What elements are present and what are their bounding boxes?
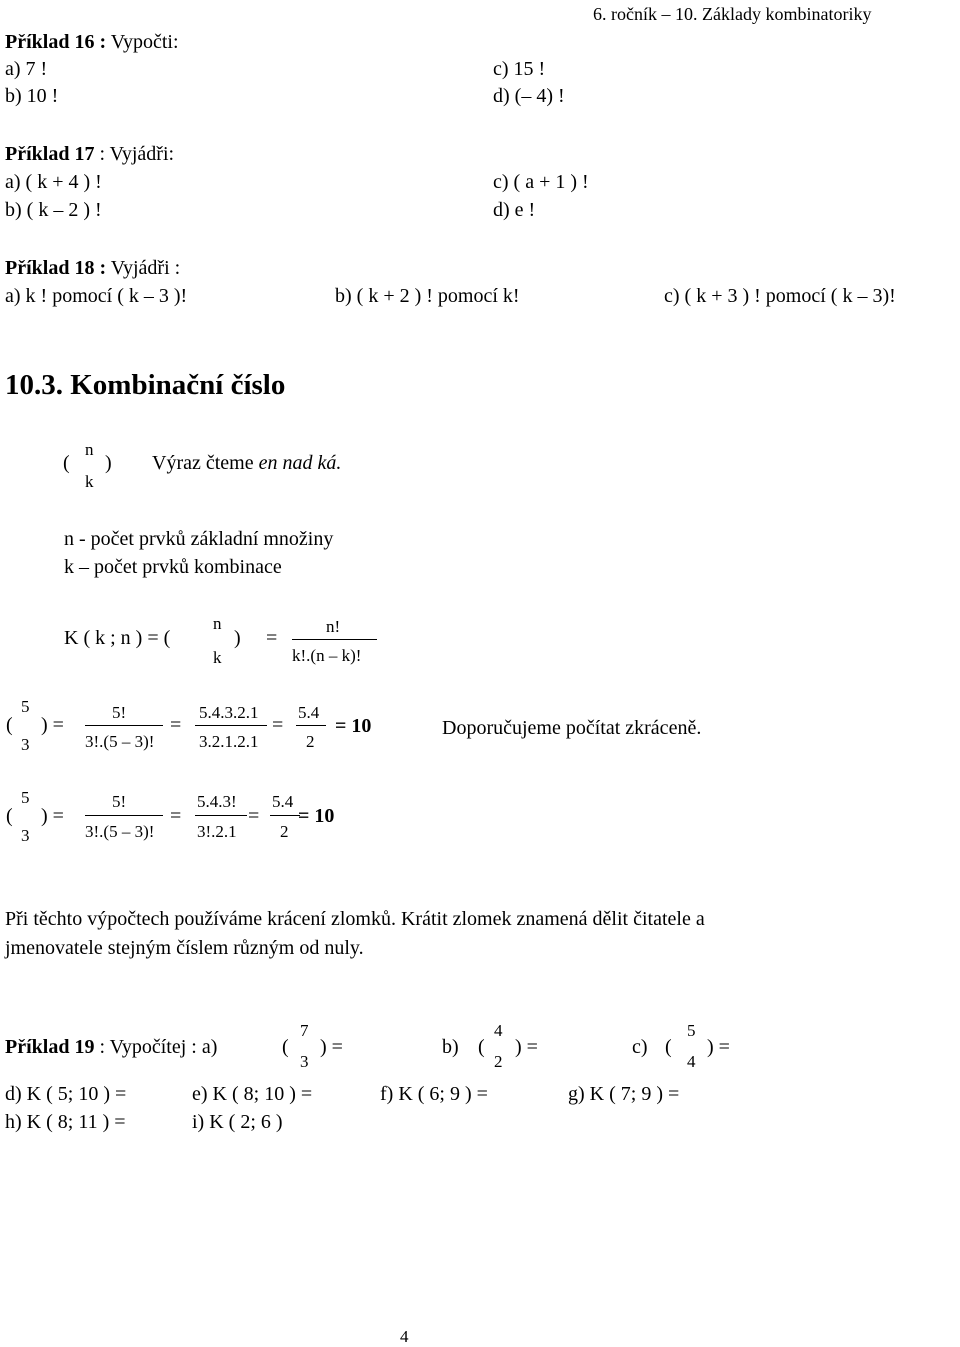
ex16-item-d: d) (– 4) ! bbox=[493, 85, 565, 107]
binom-n: n bbox=[85, 440, 94, 459]
ex1-equals-1: = bbox=[170, 714, 182, 736]
ex1-frac3-denominator: 2 bbox=[306, 732, 315, 751]
page-number: 4 bbox=[400, 1327, 409, 1346]
ex1-frac2-denominator: 3.2.1.2.1 bbox=[199, 732, 259, 751]
ex19-a-bottom: 3 bbox=[300, 1052, 309, 1071]
ex16-item-a: a) 7 ! bbox=[5, 58, 48, 80]
ex19-c-label: c) bbox=[632, 1036, 648, 1058]
ex1-equals-2: = bbox=[272, 714, 284, 736]
page-header: 6. ročník – 10. Základy kombinatoriky bbox=[593, 4, 872, 24]
ex19-item-d: d) K ( 5; 10 ) = bbox=[5, 1083, 127, 1105]
ex1-frac2-numerator: 5.4.3.2.1 bbox=[199, 703, 259, 722]
ex2-top: 5 bbox=[21, 788, 30, 807]
example-16-title: Příklad 16 : Vypočti: bbox=[5, 31, 179, 53]
ex1-note: Doporučujeme počítat zkráceně. bbox=[442, 717, 702, 739]
ex1-top: 5 bbox=[21, 697, 30, 716]
ex19-b-open-paren: ( bbox=[478, 1036, 485, 1058]
example-19-title: Příklad 19 : Vypočítej : a) bbox=[5, 1036, 218, 1058]
ex2-frac1-denominator: 3!.(5 – 3)! bbox=[85, 822, 155, 841]
ex17-item-b: b) ( k – 2 ) ! bbox=[5, 199, 102, 221]
definition-n: n - počet prvků základní množiny bbox=[64, 528, 334, 550]
paragraph-line-2: jmenovatele stejným číslem různým od nuly. bbox=[5, 937, 364, 959]
ex19-item-e: e) K ( 8; 10 ) = bbox=[192, 1083, 313, 1105]
ex19-b-close: ) = bbox=[515, 1036, 538, 1058]
ex1-bottom: 3 bbox=[21, 735, 30, 754]
ex17-item-a: a) ( k + 4 ) ! bbox=[5, 171, 102, 193]
ex1-open-paren: ( bbox=[6, 714, 13, 736]
example-18-title: Příklad 18 : Vyjádři : bbox=[5, 257, 181, 279]
ex19-c-top: 5 bbox=[687, 1021, 696, 1040]
ex1-frac2-bar bbox=[195, 725, 267, 726]
ex1-result: = 10 bbox=[335, 715, 372, 737]
ex19-a-close: ) = bbox=[320, 1036, 343, 1058]
ex16-item-c: c) 15 ! bbox=[493, 58, 546, 80]
ex2-open-paren: ( bbox=[6, 805, 13, 827]
ex19-c-bottom: 4 bbox=[687, 1052, 696, 1071]
binom-close-paren: ) bbox=[105, 452, 112, 474]
formula-n: n bbox=[213, 614, 222, 633]
example-17-title: Příklad 17 : Vyjádři: bbox=[5, 143, 175, 165]
ex1-frac3-bar bbox=[296, 725, 326, 726]
formula-k: k bbox=[213, 648, 222, 667]
formula-close-paren: ) bbox=[234, 627, 241, 649]
ex2-frac1-numerator: 5! bbox=[112, 792, 127, 811]
ex2-bottom: 3 bbox=[21, 826, 30, 845]
ex2-frac2-denominator: 3!.2.1 bbox=[197, 822, 237, 841]
formula-fraction-bar bbox=[292, 639, 377, 640]
ex19-a-top: 7 bbox=[300, 1021, 309, 1040]
ex19-item-g: g) K ( 7; 9 ) = bbox=[568, 1083, 680, 1105]
ex19-b-top: 4 bbox=[494, 1021, 503, 1040]
ex2-frac1-bar bbox=[85, 815, 163, 816]
ex2-frac3-numerator: 5.4 bbox=[272, 792, 294, 811]
ex2-frac3-bar bbox=[270, 815, 300, 816]
ex1-frac1-bar bbox=[85, 725, 163, 726]
formula-denominator: k!.(n – k)! bbox=[292, 646, 362, 665]
ex2-close-paren: ) = bbox=[41, 805, 64, 827]
ex19-item-i: i) K ( 2; 6 ) bbox=[192, 1111, 283, 1133]
ex19-c-open-paren: ( bbox=[665, 1036, 672, 1058]
ex17-item-c: c) ( a + 1 ) ! bbox=[493, 171, 589, 193]
ex19-b-label: b) bbox=[442, 1036, 459, 1058]
binom-reading: Výraz čteme en nad ká. bbox=[152, 452, 342, 474]
ex2-frac2-numerator: 5.4.3! bbox=[197, 792, 237, 811]
ex1-frac1-numerator: 5! bbox=[112, 703, 127, 722]
ex18-item-b: b) ( k + 2 ) ! pomocí k! bbox=[335, 285, 520, 307]
ex19-c-close: ) = bbox=[707, 1036, 730, 1058]
ex1-frac1-denominator: 3!.(5 – 3)! bbox=[85, 732, 155, 751]
ex2-equals-1: = bbox=[170, 805, 182, 827]
ex1-close-paren: ) = bbox=[41, 714, 64, 736]
ex19-item-f: f) K ( 6; 9 ) = bbox=[380, 1083, 488, 1105]
ex18-item-a: a) k ! pomocí ( k – 3 )! bbox=[5, 285, 188, 307]
ex16-item-b: b) 10 ! bbox=[5, 85, 59, 107]
ex19-item-h: h) K ( 8; 11 ) = bbox=[5, 1111, 126, 1133]
formula-numerator: n! bbox=[326, 617, 341, 636]
ex2-frac2-bar bbox=[195, 815, 247, 816]
formula-equals: = bbox=[266, 627, 278, 649]
ex2-frac3-denominator: 2 bbox=[280, 822, 289, 841]
ex19-b-bottom: 2 bbox=[494, 1052, 503, 1071]
binom-open-paren: ( bbox=[63, 452, 70, 474]
paragraph-line-1: Při těchto výpočtech používáme krácení zlomků. Krátit zlomek znamená dělit čitatele a bbox=[5, 908, 705, 930]
ex2-equals-2: = bbox=[248, 805, 260, 827]
ex1-frac3-numerator: 5.4 bbox=[298, 703, 320, 722]
ex19-a-open-paren: ( bbox=[282, 1036, 289, 1058]
definition-k: k – počet prvků kombinace bbox=[64, 556, 282, 578]
formula-lhs: K ( k ; n ) = ( bbox=[64, 627, 171, 649]
ex17-item-d: d) e ! bbox=[493, 199, 536, 221]
ex2-result: = 10 bbox=[298, 805, 335, 827]
section-heading: 10.3. Kombinační číslo bbox=[5, 369, 286, 401]
ex18-item-c: c) ( k + 3 ) ! pomocí ( k – 3)! bbox=[664, 285, 896, 307]
binom-k: k bbox=[85, 472, 94, 491]
